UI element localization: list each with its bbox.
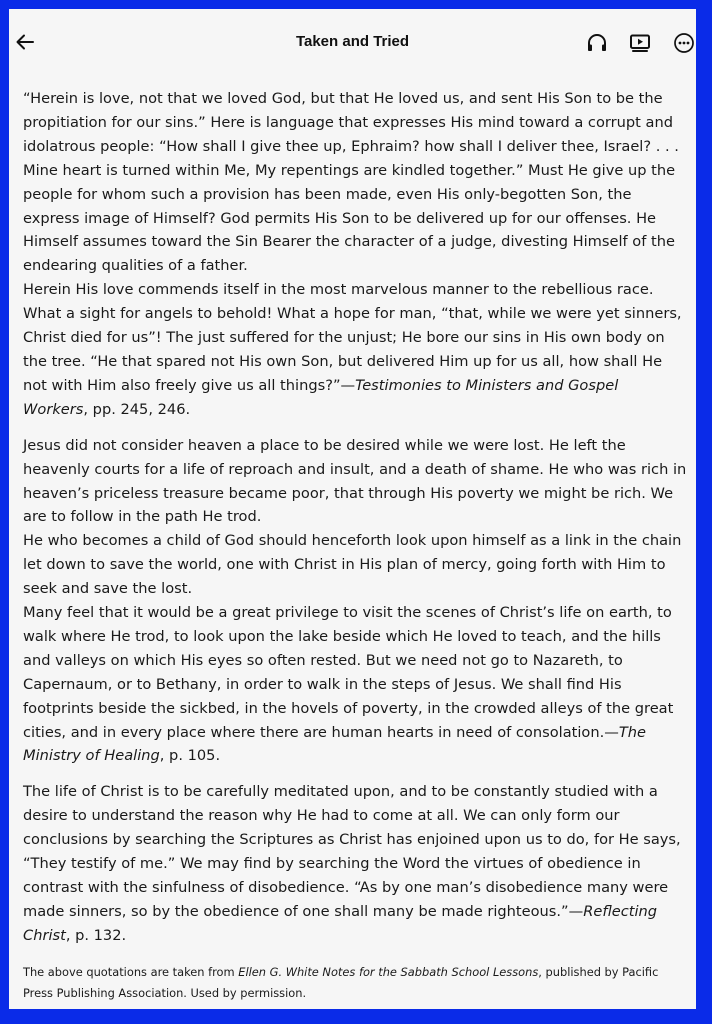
note-source-title: Ellen G. White Notes for the Sabbath School Lessons — [238, 964, 539, 979]
audio-button[interactable] — [585, 31, 609, 55]
video-play-icon — [628, 31, 652, 55]
section-gap — [23, 422, 687, 434]
top-bar — [9, 9, 696, 77]
more-button[interactable] — [672, 31, 696, 55]
paragraph-text: The life of Christ is to be carefully meditated upon, and to be constantly studied with a desire to understand the reason why He had to come at all. We can only form our conclusions by searching the Scriptures as Christ has enjoined upon us to do, for He says, “They testify of me.” We may find by searching the Word the virtues of obedience in contrast with the sinfulness of disobedience. “As by one man’s disobedience many were made sinners, so by the obedience of one shall many be made righteous.”— — [23, 783, 681, 920]
note-publisher: , published by Pacific Press Publishing Association. Used by permission. — [23, 964, 659, 1000]
source-reference: , pp. 245, 246. — [83, 400, 191, 418]
paragraph — [23, 601, 687, 768]
source-reference: , p. 105. — [159, 747, 221, 765]
source-title: Testimonies to Ministers and Gospel Workers — [23, 376, 619, 418]
more-horizontal-icon — [672, 31, 696, 55]
page-title: Taken and Tried — [295, 33, 410, 50]
source-title: The Ministry of Healing — [23, 723, 646, 765]
section-gap — [23, 768, 687, 780]
paragraph — [23, 278, 687, 421]
paragraph-text: Many feel that it would be a great privilege to visit the scenes of Christ’s life on earth, to walk where He trod, to look upon the lake beside which He loved to teach, and the hills and valleys on which His eyes so often rested. But we need not go to Nazareth, to Capernaum, or to Bethany, in order to walk in the steps of Jesus. We shall find His footprints beside the sickbed, in the hovels of poverty, in the crowded alleys of the great cities, and in every place where there are human hearts in need of consolation.— — [23, 604, 674, 741]
paragraph: He who becomes a child of God should henceforth look upon himself as a link in the chain let down to save the world, one with Christ in His plan of mercy, going forth with Him to seek and save the lost. — [23, 532, 682, 598]
content-section — [23, 780, 687, 947]
lesson-content — [23, 87, 687, 1004]
video-button[interactable] — [628, 31, 652, 55]
content-section — [23, 434, 687, 769]
headphones-icon — [585, 31, 609, 55]
paragraph-text: Herein His love commends itself in the most marvelous manner to the rebellious race. What a sight for angels to behold! What a hope for man, “that, while we were yet sinners, Christ died for us”! The just suffered for the unjust; He bore our sins in His own body on the tree. “He that spared not His own Son, but delivered Him up for us all, how shall He not with Him also freely give us all things?”— — [23, 281, 682, 394]
content-section — [23, 87, 687, 422]
note-text: The above quotations are taken from — [23, 964, 239, 979]
source-title: Reflecting Christ — [23, 902, 658, 944]
paragraph — [23, 780, 687, 947]
paragraph: “Herein is love, not that we loved God, but that He loved us, and sent His Son to be the propitiation for our sins.” Here is language that expresses His mind toward a corrupt and idolatrous people: “How shall I give thee up, Ephraim? how shall I deliver thee, Israel? . . . Mine heart is turned within Me, My repentings are kindled together.” Must He give up the people for whom such a provision has been made, even His only-begotten Son, the express image of Himself? God permits His Son to be delivered up for our offenses. He Himself assumes toward the Sin Bearer the character of a judge, divesting Himself of the endearing qualities of a father. — [23, 90, 679, 275]
source-reference: , p. 132. — [65, 926, 127, 944]
paragraph: Jesus did not consider heaven a place to be desired while we were lost. He left the heavenly courts for a life of reproach and insult, and a death of shame. He who was rich in heaven’s priceless treasure became poor, that through His poverty we might be rich. We are to follow in the path He trod. — [23, 436, 687, 526]
permission-note — [23, 962, 687, 1004]
reader-screen — [9, 9, 696, 1009]
